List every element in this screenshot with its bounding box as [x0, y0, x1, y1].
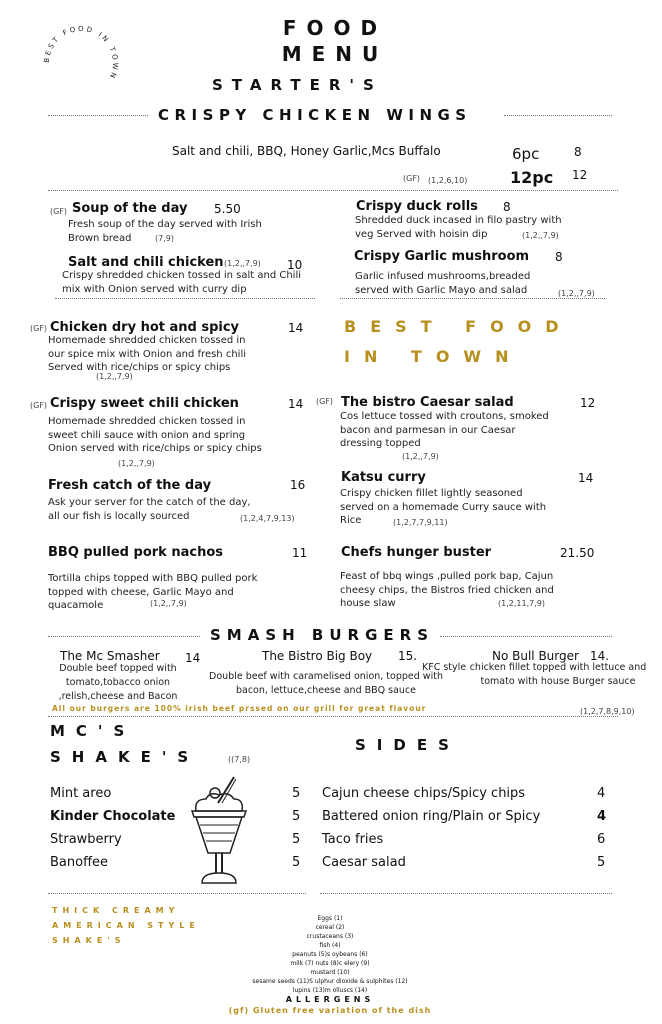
mushroom-allergens: (1,2,,7,9) [558, 289, 595, 298]
main-right-2-allergens: (1,2,7,7,9,11) [393, 518, 448, 527]
shake-1-name: Mint areo [50, 786, 112, 801]
divider [48, 115, 148, 116]
allergen-item: peanuts (5)s oybeans (6) [292, 951, 368, 958]
main-left-2-allergens: (1,2,,7,9) [118, 459, 155, 468]
main-left-1-gf: (GF) [30, 324, 48, 333]
main-left-1-desc: Homemade shredded chicken tossed in our spice mix with Onion and fresh chili Served with rice/chips or spicy chips [48, 335, 246, 373]
duck-desc: Shredded duck incased in filo pastry with veg Served with hoisin dip [355, 215, 562, 240]
main-left-1-name: Chicken dry hot and spicy [50, 320, 240, 335]
divider [48, 893, 306, 894]
side-4-price: 5 [597, 855, 606, 870]
side-2-price: 4 [597, 809, 607, 824]
burger-3-desc: chicken fillet topped with lettuce and tomato with house Burger sauce [469, 662, 647, 687]
allergen-item: mustard (10) [310, 969, 350, 976]
burgers-note: All our burgers are 100% irish beef prssed on our grill for great flavour [52, 704, 427, 713]
allergen-item: fish (4) [319, 942, 341, 949]
main-left-2-desc: Homemade shredded chicken tossed in sweet chili sauce with onion and spring Onion served with rice/chips or spicy chips [48, 416, 262, 454]
divider [440, 636, 612, 637]
main-right-1-name: The bistro Caesar salad [341, 395, 514, 410]
wings-price-6pc: 8 [574, 145, 582, 159]
wings-size-12pc: 12pc [510, 168, 554, 187]
allergen-item: crustaceans (3) [306, 933, 354, 940]
main-left-3-desc: Ask your server for the catch of the day, all our fish is locally sourced [48, 497, 251, 522]
shakes-heading-2: SHAKE'S [50, 748, 200, 766]
salt-chili-name: Salt and chili chicken [68, 255, 224, 270]
burgers-heading: SMASH BURGERS [210, 626, 434, 644]
divider [55, 298, 315, 299]
shake-2-name: Kinder Chocolate [50, 809, 176, 824]
main-right-1-allergens: (1,2,,7,9) [402, 452, 439, 461]
divider [504, 115, 612, 116]
burger-2-price: 15. [398, 649, 418, 663]
duck-price: 8 [503, 200, 511, 214]
circle-badge-text: BEST FOOD IN TOWN [42, 24, 120, 82]
wings-heading: CRISPY CHICKEN WINGS [158, 106, 472, 124]
main-left-1-allergens: (1,2,,7,9) [96, 372, 133, 381]
main-left-3-name: Fresh catch of the day [48, 478, 212, 493]
divider [48, 190, 618, 191]
shake-3-price: 5 [292, 832, 301, 847]
allergen-item: lupins (13)m olluscs (14) [292, 987, 368, 994]
shake-3-name: Strawberry [50, 832, 122, 847]
soup-price: 5.50 [214, 202, 241, 216]
main-left-4-price: 11 [292, 546, 308, 560]
side-4-name: Caesar salad [322, 855, 406, 870]
allergens-list [230, 914, 430, 995]
salt-chili-desc: Crispy shredded chicken tossed in salt and Chili mix with Onion served with curry dip [62, 270, 302, 295]
side-3-name: Taco fries [322, 832, 384, 847]
main-right-3-desc: Feast of bbq wings ,pulled pork bap, Cajun cheesy chips, the Bistros fried chicken and house slaw [340, 571, 554, 609]
burger-1-price: 14 [185, 651, 201, 665]
main-right-2-name: Katsu curry [341, 470, 426, 485]
burger-1-desc: Double beef topped with tomato,tobacco onion ,relish,cheese and Bacon [58, 663, 178, 702]
wings-allergens: (1,2,6,10) [428, 176, 468, 185]
side-1-name: Cajun cheese chips/Spicy chips [322, 786, 526, 801]
wings-gf: (GF) [403, 174, 421, 183]
main-right-3-name: Chefs hunger buster [341, 545, 492, 560]
burger-3-desc-prefix: KFC style [422, 662, 467, 673]
soup-name: Soup of the day [72, 201, 188, 216]
soup-desc: Fresh soup of the day served with Irish Brown bread [68, 219, 262, 244]
side-1-price: 4 [597, 786, 606, 801]
main-right-1-price: 12 [580, 396, 596, 410]
main-left-4-allergens: (1,2,,7,9) [150, 599, 187, 608]
allergens-heading: ALLERGENS [285, 995, 375, 1004]
allergen-item: Eggs (1) [317, 915, 343, 922]
shake-1-price: 5 [292, 786, 301, 801]
best-food-line2: IN TOWN [344, 347, 523, 366]
allergens-gf-note: (gf) Gluten free variation of the dish [228, 1006, 432, 1015]
main-right-1-desc: Cos lettuce tossed with croutons, smoked bacon and parmesan in our Caesar dressing topped [340, 411, 549, 449]
allergen-item: sesame seeds (11)S ulphur dioxide & sulphites (12) [252, 978, 408, 985]
main-left-1-price: 14 [288, 321, 304, 335]
main-right-2-desc: Crispy chicken fillet lightly seasoned served on a homemade Curry sauce with Rice [340, 488, 547, 526]
main-left-3-allergens: (1,2,4,7,9,13) [240, 514, 295, 523]
burger-3-name: No Bull Burger [492, 649, 579, 663]
burger-2-name: The Bistro Big Boy [262, 649, 373, 663]
salt-chili-allergens: (1,2,,7,9) [224, 259, 261, 268]
sides-heading: SIDES [355, 736, 460, 754]
duck-name: Crispy duck rolls [356, 199, 478, 214]
main-left-4-desc: Tortilla chips topped with BBQ pulled pork topped with cheese, Garlic Mayo and quacamole [48, 573, 258, 611]
soup-gf: (GF) [50, 207, 68, 216]
shake-4-name: Banoffee [50, 855, 109, 870]
shakes-tagline-2: AMERICAN STYLE [52, 921, 200, 930]
soup-allergens: (7,9) [155, 234, 174, 243]
best-food-line1: BEST FOOD [344, 317, 573, 336]
best-food-circle-badge [38, 20, 124, 106]
shake-4-price: 5 [292, 855, 301, 870]
side-2-name: Battered onion ring/Plain or Spicy [322, 809, 541, 824]
burger-2-desc: Double beef with caramelised onion, topped with bacon, lettuce,cheese and BBQ sauce [209, 671, 443, 696]
divider [340, 298, 605, 299]
burgers-allergens: (1,2,7,8,9,10) [580, 707, 635, 716]
shakes-tagline-1: THICK CREAMY [52, 906, 180, 915]
burger-3-price: 14. [590, 649, 610, 663]
shakes-tagline-3: SHAKE'S [52, 936, 126, 945]
main-left-2-price: 14 [288, 397, 304, 411]
menu-title-menu: MENU [281, 42, 389, 66]
mushroom-desc: Garlic infused mushrooms,breaded served with Garlic Mayo and salad [355, 271, 531, 296]
main-left-2-name: Crispy sweet chili chicken [50, 396, 239, 411]
side-3-price: 6 [597, 832, 606, 847]
duck-allergens: (1,2,,7,9) [522, 231, 559, 240]
main-right-3-price: 21.50 [560, 546, 595, 560]
mushroom-name: Crispy Garlic mushroom [354, 249, 530, 264]
svg-text:BEST FOOD IN TOWN [43, 25, 119, 81]
wings-flavours: Salt and chili, BBQ, Honey Garlic,Mcs Buffalo [172, 144, 441, 158]
milkshake-icon [186, 775, 252, 887]
starters-heading: STARTER'S [212, 76, 383, 94]
wings-size-6pc: 6pc [512, 145, 540, 163]
main-left-4-name: BBQ pulled pork nachos [48, 545, 223, 560]
burger-1-name: The Mc Smasher [60, 649, 160, 663]
divider [48, 716, 618, 717]
divider [48, 636, 200, 637]
main-right-3-allergens: (1,2,11,7,9) [498, 599, 545, 608]
main-right-2-price: 14 [578, 471, 594, 485]
main-left-3-price: 16 [290, 478, 306, 492]
main-right-1-gf: (GF) [316, 397, 334, 406]
allergen-item: milk (7) nuts (8)c elery (9) [290, 960, 370, 967]
shakes-allergens: ((7,8) [228, 755, 251, 764]
wings-price-12pc: 12 [572, 168, 588, 182]
menu-title-food: FOOD [282, 16, 388, 40]
salt-chili-price: 10 [287, 258, 303, 272]
allergen-item: cereal (2) [315, 924, 345, 931]
main-left-2-gf: (GF) [30, 401, 48, 410]
shake-2-price: 5 [292, 809, 301, 824]
mushroom-price: 8 [555, 250, 563, 264]
shakes-heading-1: MC'S [50, 722, 136, 740]
divider [320, 893, 612, 894]
